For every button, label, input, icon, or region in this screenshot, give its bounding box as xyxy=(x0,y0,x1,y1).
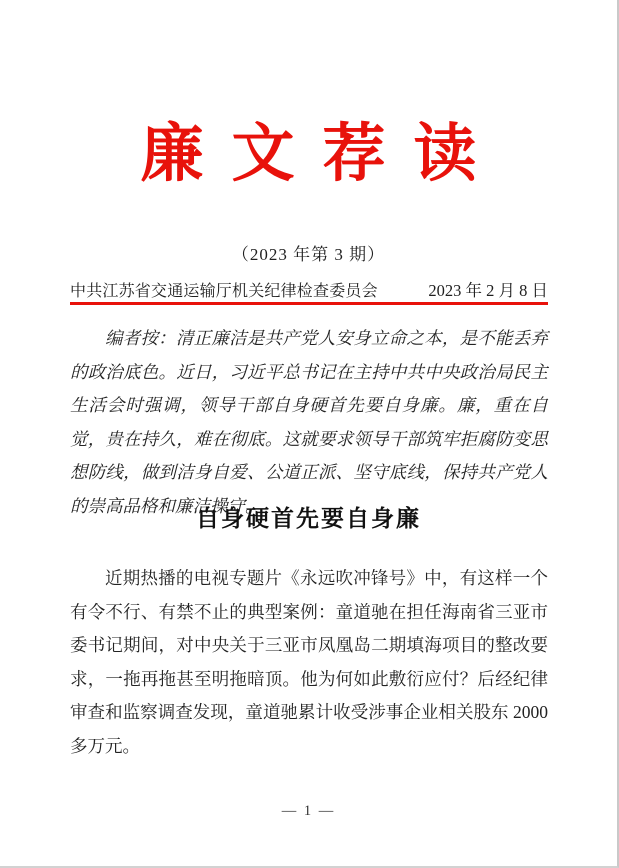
masthead-row xyxy=(70,277,548,301)
article-title: 自身硬首先要自身廉 xyxy=(196,506,421,531)
article-paragraph: 近期热播的电视专题片《永远吹冲锋号》中，有这样一个有令不行、有禁不止的典型案例：童道驰在担任海南省三亚市委书记期间，对中央关于三亚市凤凰岛二期填海项目的整改要求，一拖再拖甚至明拖暗顶。他为何如此敷衍应付？后经纪律审查和监察调查发现，童道驰累计收受涉事企业相关股东 2000 多万元。 xyxy=(70,568,548,756)
page-title: 廉文荐读 xyxy=(140,119,505,189)
editor-note: 编者按：清正廉洁是共产党人安身立命之本，是不能丢弃的政治底色。近日，习近平总书记在主持中共中央政治局民主生活会时强调，领导干部自身硬首先要自身廉。廉，重在自觉，贵在持久，难在彻底。这就要求领导干部筑牢拒腐防变思想防线，做到洁身自爱、公道正派、坚守底线，保持共产党人的崇高品格和廉洁操守。 xyxy=(70,328,548,516)
red-divider xyxy=(70,302,548,305)
page-number: — 1 — xyxy=(281,803,336,819)
issue-date: 2023 年 2 月 8 日 xyxy=(428,281,548,300)
issue-number: （2023 年第 3 期） xyxy=(231,245,386,264)
issuer-name: 中共江苏省交通运输厅机关纪律检查委员会 xyxy=(70,283,378,300)
